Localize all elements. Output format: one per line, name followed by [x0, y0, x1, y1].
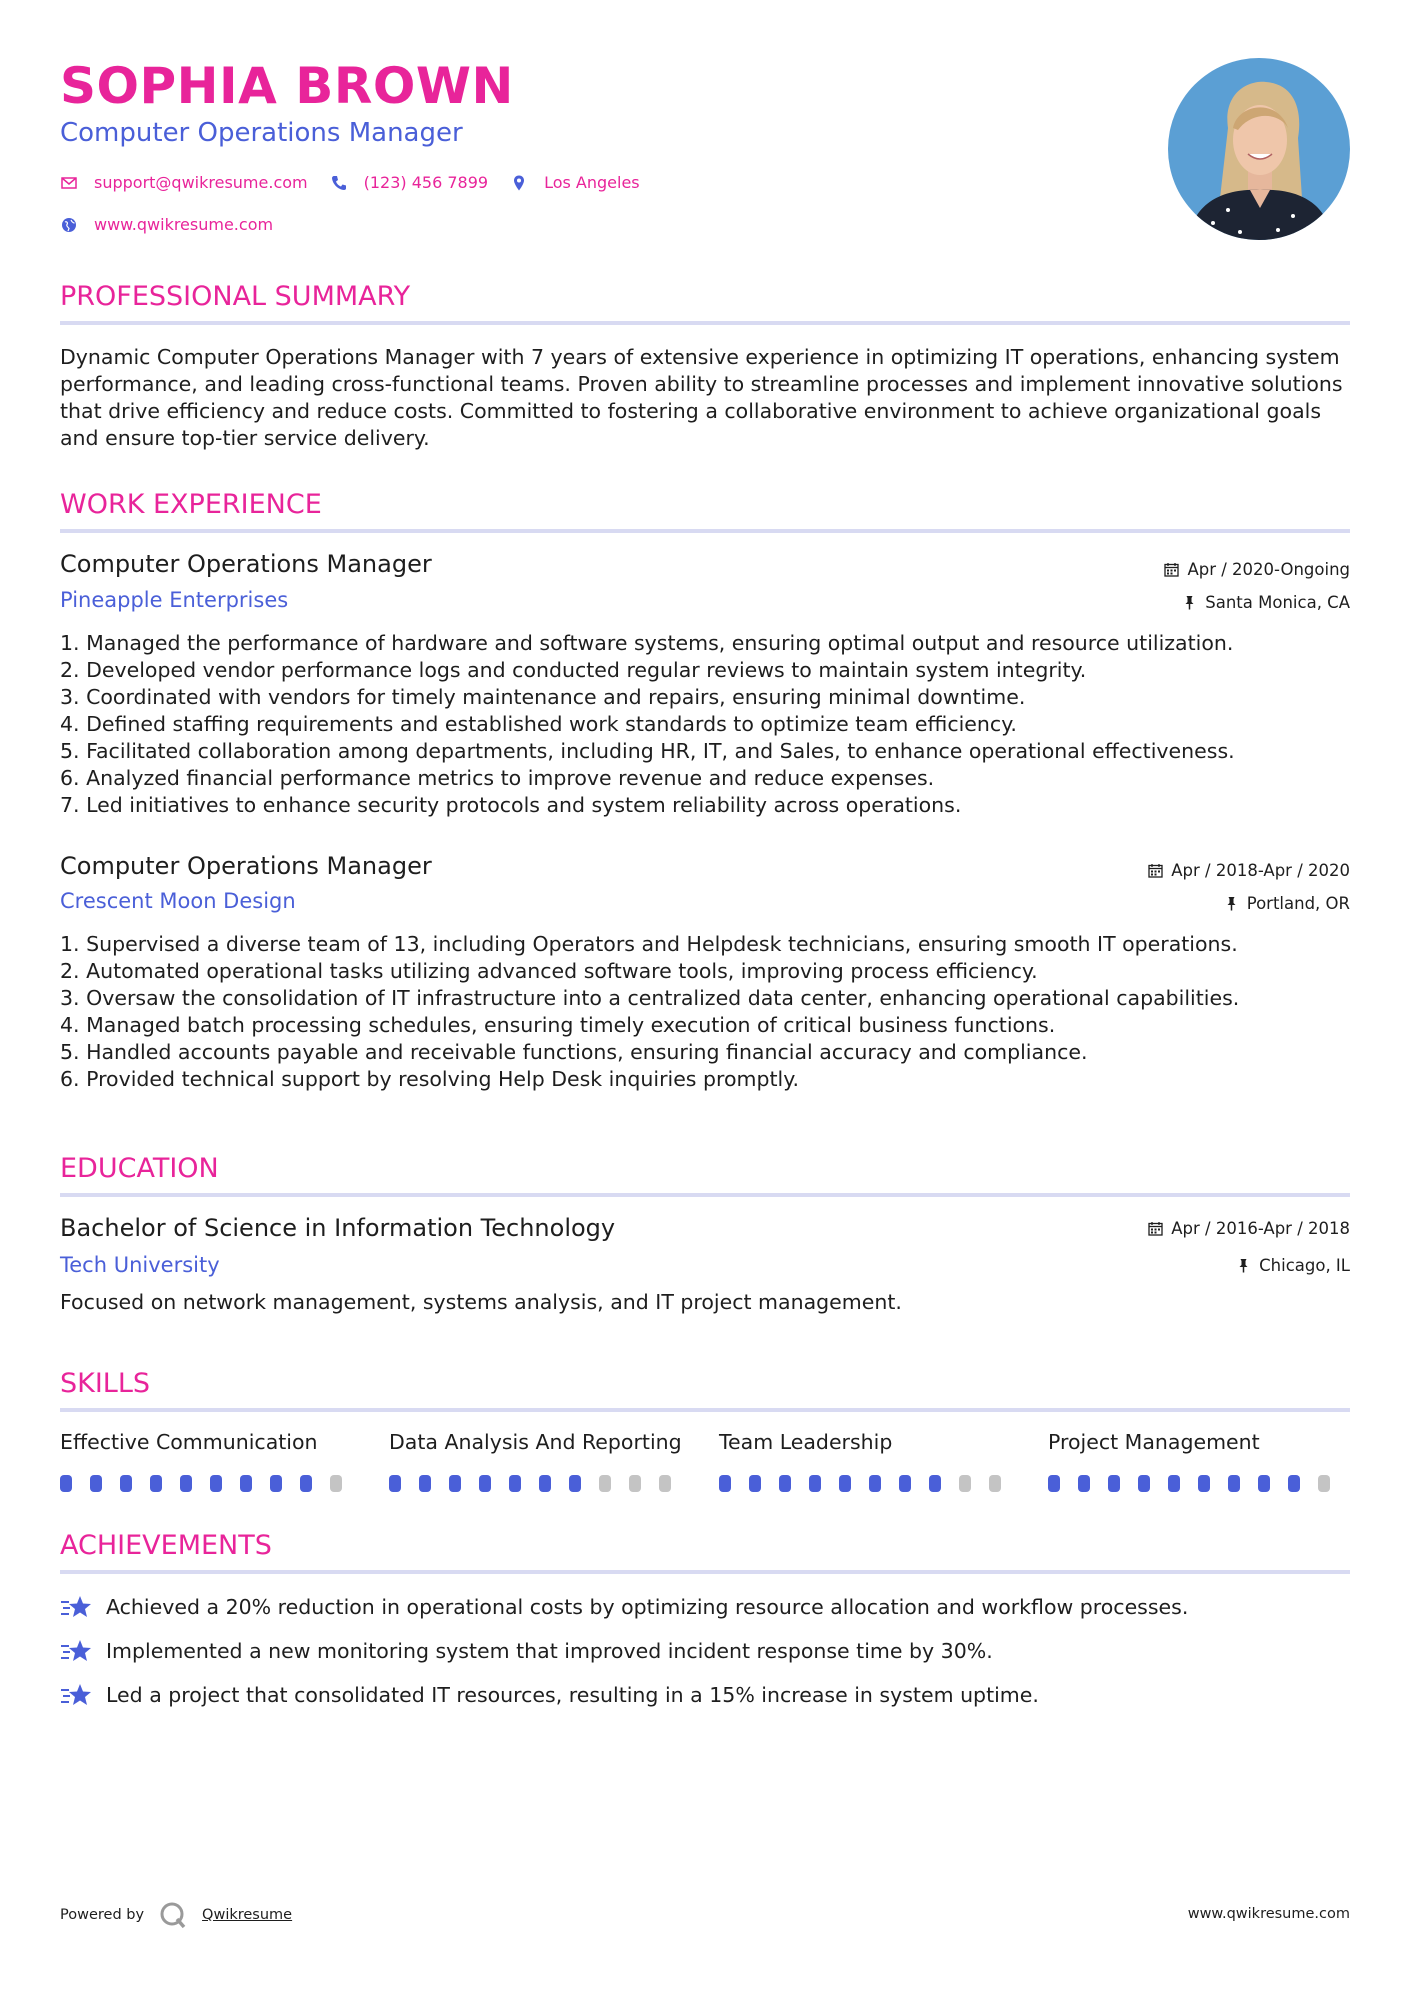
skill-item: [389, 1430, 689, 1492]
job-bullet: 3. Coordinated with vendors for timely maintenance and repairs, ensuring minimal downtime.: [60, 685, 1026, 709]
job-bullet: 6. Analyzed financial performance metrics to improve revenue and reduce expenses.: [60, 766, 935, 790]
job-bullet: 5. Handled accounts payable and receivable functions, ensuring financial accuracy and compliance.: [60, 1040, 1088, 1064]
skill-dot-filled: [240, 1475, 252, 1492]
skill-dot-filled: [90, 1475, 102, 1492]
achievement-text: Led a project that consolidated IT resources, resulting in a 15% increase in system uptime.: [106, 1683, 1039, 1707]
skill-dot-filled: [1138, 1475, 1150, 1492]
job-bullets: [60, 630, 1350, 819]
job-bullet: 7. Led initiatives to enhance security protocols and system reliability across operations.: [60, 793, 962, 817]
job-bullet: 6. Provided technical support by resolving Help Desk inquiries promptly.: [60, 1067, 799, 1091]
experience-heading: WORK EXPERIENCE: [60, 489, 322, 520]
skill-dot-filled: [719, 1475, 731, 1492]
achievements-heading: ACHIEVEMENTS: [60, 1530, 272, 1561]
degree-title: Bachelor of Science in Information Technology: [60, 1214, 616, 1242]
skill-dot-filled: [1258, 1475, 1270, 1492]
job-location: [1224, 894, 1350, 913]
skill-label: Team Leadership: [719, 1430, 893, 1454]
summary-text: Dynamic Computer Operations Manager with 7 years of extensive experience in optimizing IT operations, enhancing system performance, and leading cross-functional teams. Proven ability to streamline processes and implement innovative solutions that drive efficiency and reduce costs. Committed to fostering a collaborative environment to achieve organizational goals and ensure top-tier service delivery.: [60, 345, 1343, 450]
star-icon: [60, 1594, 92, 1620]
skill-dot-filled: [1228, 1475, 1240, 1492]
location-text: Los Angeles: [544, 173, 640, 192]
skill-dot-filled: [180, 1475, 192, 1492]
achievement-text: Implemented a new monitoring system that improved incident response time by 30%.: [106, 1639, 993, 1663]
portrait-image: [1168, 58, 1350, 240]
skill-dot-empty: [959, 1475, 971, 1492]
skill-dot-empty: [989, 1475, 1001, 1492]
skill-rating: [60, 1475, 360, 1492]
skills-heading: SKILLS: [60, 1368, 151, 1399]
education-location: [1236, 1256, 1350, 1275]
achievement-item: [60, 1594, 1188, 1620]
skill-dot-empty: [330, 1475, 342, 1492]
job-bullet: 5. Facilitated collaboration among departments, including HR, IT, and Sales, to enhance operational effectiveness.: [60, 739, 1235, 763]
map-pin-icon: [510, 174, 528, 192]
phone-text: (123) 456 7899: [363, 173, 489, 192]
job-bullets: [60, 931, 1350, 1093]
skill-dot-empty: [599, 1475, 611, 1492]
star-icon: [60, 1638, 92, 1664]
calendar-icon: [1148, 863, 1163, 878]
education-divider: [60, 1193, 1350, 1197]
skill-dot-filled: [60, 1475, 72, 1492]
summary-divider: [60, 321, 1350, 325]
phone-icon: [330, 174, 348, 192]
pushpin-icon: [1224, 896, 1239, 911]
skill-dot-filled: [899, 1475, 911, 1492]
skill-item: [719, 1430, 1019, 1492]
skill-dot-filled: [270, 1475, 282, 1492]
skill-rating: [1048, 1475, 1348, 1492]
job-company: Pineapple Enterprises: [60, 588, 289, 612]
skill-dot-empty: [1318, 1475, 1330, 1492]
skill-dot-filled: [1288, 1475, 1300, 1492]
email-text: support@qwikresume.com: [94, 173, 308, 192]
calendar-icon: [1164, 562, 1179, 577]
achievements-divider: [60, 1570, 1350, 1574]
skill-item: [60, 1430, 360, 1492]
skill-item: [1048, 1430, 1348, 1492]
pushpin-icon: [1236, 1258, 1251, 1273]
skill-dot-filled: [120, 1475, 132, 1492]
job-dates: [1148, 861, 1350, 880]
location-item: [510, 173, 640, 192]
experience-divider: [60, 529, 1350, 533]
job-bullet: 4. Defined staffing requirements and established work standards to optimize team efficiency.: [60, 712, 1017, 736]
skill-dot-filled: [539, 1475, 551, 1492]
achievement-text: Achieved a 20% reduction in operational costs by optimizing resource allocation and workflow processes.: [106, 1595, 1189, 1619]
job-dates-text: Apr / 2020-Ongoing: [1187, 560, 1350, 579]
job-role: Computer Operations Manager: [60, 852, 432, 880]
skill-dot-filled: [1108, 1475, 1120, 1492]
skill-dot-filled: [839, 1475, 851, 1492]
contact-row: [60, 173, 662, 192]
job-bullet: 1. Managed the performance of hardware and software systems, ensuring optimal output and resource utilization.: [60, 631, 1234, 655]
skill-label: Project Management: [1048, 1430, 1260, 1454]
summary-heading: PROFESSIONAL SUMMARY: [60, 281, 411, 312]
skill-dot-empty: [659, 1475, 671, 1492]
skill-dot-filled: [869, 1475, 881, 1492]
skill-dot-filled: [150, 1475, 162, 1492]
skill-dot-filled: [509, 1475, 521, 1492]
skill-dot-filled: [809, 1475, 821, 1492]
powered-by-label: Powered by: [60, 1907, 145, 1923]
star-icon: [60, 1682, 92, 1708]
skill-dot-filled: [1198, 1475, 1210, 1492]
skill-dot-filled: [749, 1475, 761, 1492]
website-text: www.qwikresume.com: [94, 215, 274, 234]
job-bullet: 2. Developed vendor performance logs and conducted regular reviews to maintain system integrity.: [60, 658, 1087, 682]
email-item[interactable]: [60, 173, 308, 192]
job-dates: [1164, 560, 1350, 579]
skill-dot-filled: [1048, 1475, 1060, 1492]
skill-dot-filled: [389, 1475, 401, 1492]
skill-dot-filled: [300, 1475, 312, 1492]
job-bullet: 3. Oversaw the consolidation of IT infrastructure into a centralized data center, enhancing operational capabilities.: [60, 986, 1240, 1010]
profile-photo: [1168, 58, 1350, 240]
candidate-title: Computer Operations Manager: [60, 118, 463, 148]
skill-dot-filled: [929, 1475, 941, 1492]
skill-dot-filled: [1078, 1475, 1090, 1492]
phone-item[interactable]: [330, 173, 488, 192]
skill-rating: [389, 1475, 689, 1492]
footer-website[interactable]: www.qwikresume.com: [1187, 1906, 1350, 1922]
job-location: [1182, 593, 1350, 612]
website-row: [60, 215, 295, 234]
qwikresume-logo-icon: [158, 1900, 188, 1930]
education-dates-text: Apr / 2016-Apr / 2018: [1171, 1219, 1350, 1238]
skill-dot-filled: [1168, 1475, 1180, 1492]
skill-dot-filled: [569, 1475, 581, 1492]
achievement-item: [60, 1682, 1039, 1708]
skill-dot-filled: [479, 1475, 491, 1492]
job-role: Computer Operations Manager: [60, 550, 432, 578]
pushpin-icon: [1182, 595, 1197, 610]
education-location-text: Chicago, IL: [1259, 1256, 1350, 1275]
education-description: Focused on network management, systems analysis, and IT project management.: [60, 1290, 902, 1314]
skill-label: Data Analysis And Reporting: [389, 1430, 682, 1454]
school-name: Tech University: [60, 1253, 220, 1277]
skill-dot-filled: [419, 1475, 431, 1492]
skill-rating: [719, 1475, 1019, 1492]
skill-label: Effective Communication: [60, 1430, 318, 1454]
achievement-item: [60, 1638, 993, 1664]
job-bullet: 4. Managed batch processing schedules, ensuring timely execution of critical business functions.: [60, 1013, 1056, 1037]
brand-link[interactable]: Qwikresume: [202, 1907, 293, 1923]
website-item[interactable]: [60, 215, 273, 234]
job-bullet: 1. Supervised a diverse team of 13, including Operators and Helpdesk technicians, ensuring smooth IT operations.: [60, 932, 1238, 956]
job-location-text: Santa Monica, CA: [1205, 593, 1350, 612]
envelope-icon: [60, 174, 78, 192]
job-location-text: Portland, OR: [1246, 894, 1350, 913]
skill-dot-filled: [779, 1475, 791, 1492]
education-dates: [1148, 1219, 1350, 1238]
skills-divider: [60, 1408, 1350, 1412]
candidate-name: SOPHIA BROWN: [60, 57, 514, 115]
globe-icon: [60, 216, 78, 234]
calendar-icon: [1148, 1221, 1163, 1236]
skill-dot-filled: [449, 1475, 461, 1492]
skill-dot-empty: [629, 1475, 641, 1492]
education-heading: EDUCATION: [60, 1153, 219, 1184]
job-dates-text: Apr / 2018-Apr / 2020: [1171, 861, 1350, 880]
job-company: Crescent Moon Design: [60, 889, 296, 913]
job-bullet: 2. Automated operational tasks utilizing advanced software tools, improving process efficiency.: [60, 959, 1038, 983]
footer-powered-by: [60, 1900, 292, 1930]
skill-dot-filled: [210, 1475, 222, 1492]
